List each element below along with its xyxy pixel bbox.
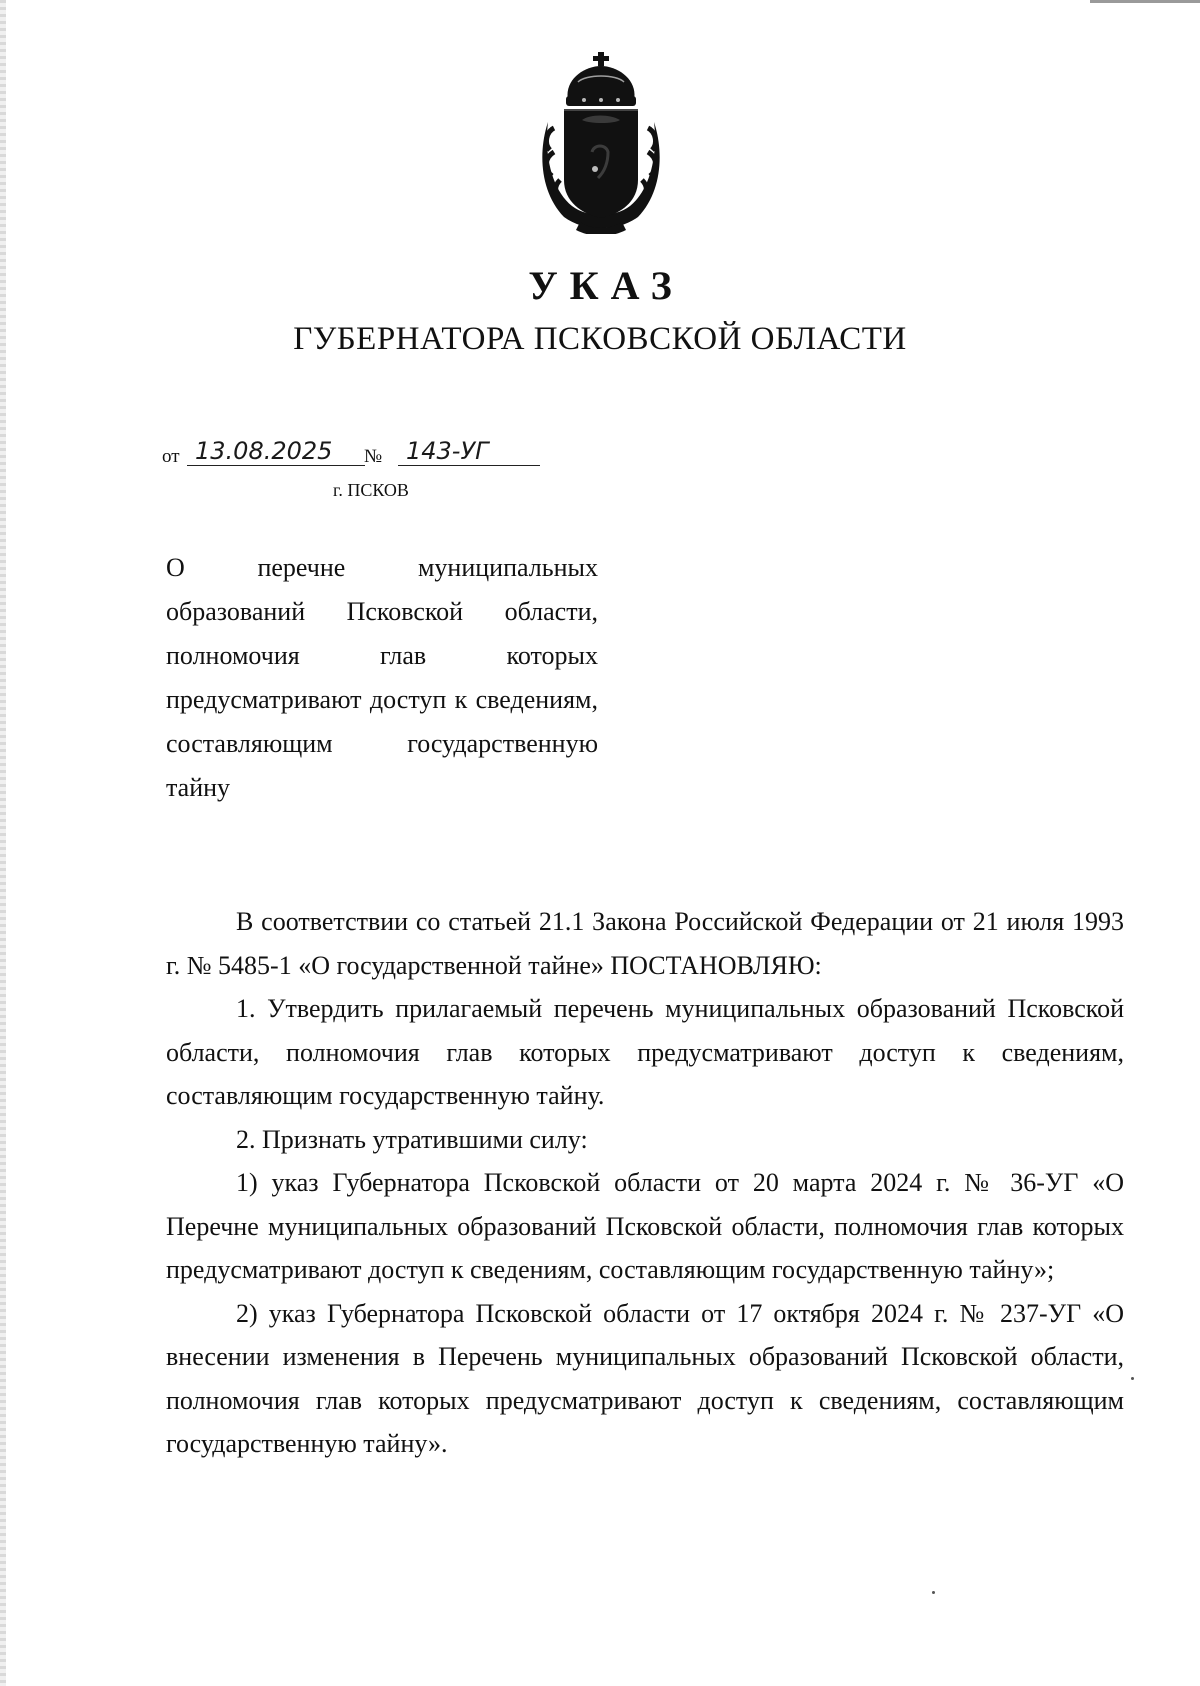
pskov-oblast-coat-of-arms-icon [534,52,668,234]
body-paragraph: 1. Утвердить прилагаемый перечень муниципальных образований Псковской области, полномочия глав которых предусматривают доступ к сведениям, составляющим государственную тайну. [166,994,1124,1110]
body-paragraph: 2. Признать утратившими силу: [236,1124,588,1154]
scan-edge-top [1090,0,1200,3]
document-body [166,900,1124,1466]
number-sign: № [364,446,383,467]
city-label: г. ПСКОВ [333,480,409,500]
body-paragraph: 2) указ Губернатора Псковской области от 17 октября 2024 г. № 237-УГ «О внесении изменения в Перечень муниципальных образований Псковской области, полномочия глав которых предусматривают доступ к сведениям, составляющим государственную тайну». [166,1298,1124,1458]
scan-speck [1131,1377,1134,1380]
document-title: УКАЗ [528,263,684,308]
document-subtitle: ГУБЕРНАТОРА ПСКОВСКОЙ ОБЛАСТИ [293,321,907,357]
document-number: 143-УГ [398,436,540,466]
scan-speck [932,1591,935,1594]
scan-edge-left [0,0,6,1686]
date-value: 13.08.2025 [187,436,365,466]
date-prefix: от [162,446,180,467]
body-paragraph: 1) указ Губернатора Псковской области от 20 марта 2024 г. № 36-УГ «О Перечне муниципальных образований Псковской области, полномочия глав которых предусматривают доступ к сведениям, составляющим государственную тайну»; [166,1168,1124,1284]
document-subject: О перечне муниципальных образований Псковской области, полномочия глав которых предусматривают доступ к сведениям, составляющим государственную тайну [166,553,598,802]
body-paragraph: В соответствии со статьей 21.1 Закона Российской Федерации от 21 июля 1993 г. № 5485-1 «О государственной тайне» ПОСТАНОВЛЯЮ: [166,907,1124,980]
